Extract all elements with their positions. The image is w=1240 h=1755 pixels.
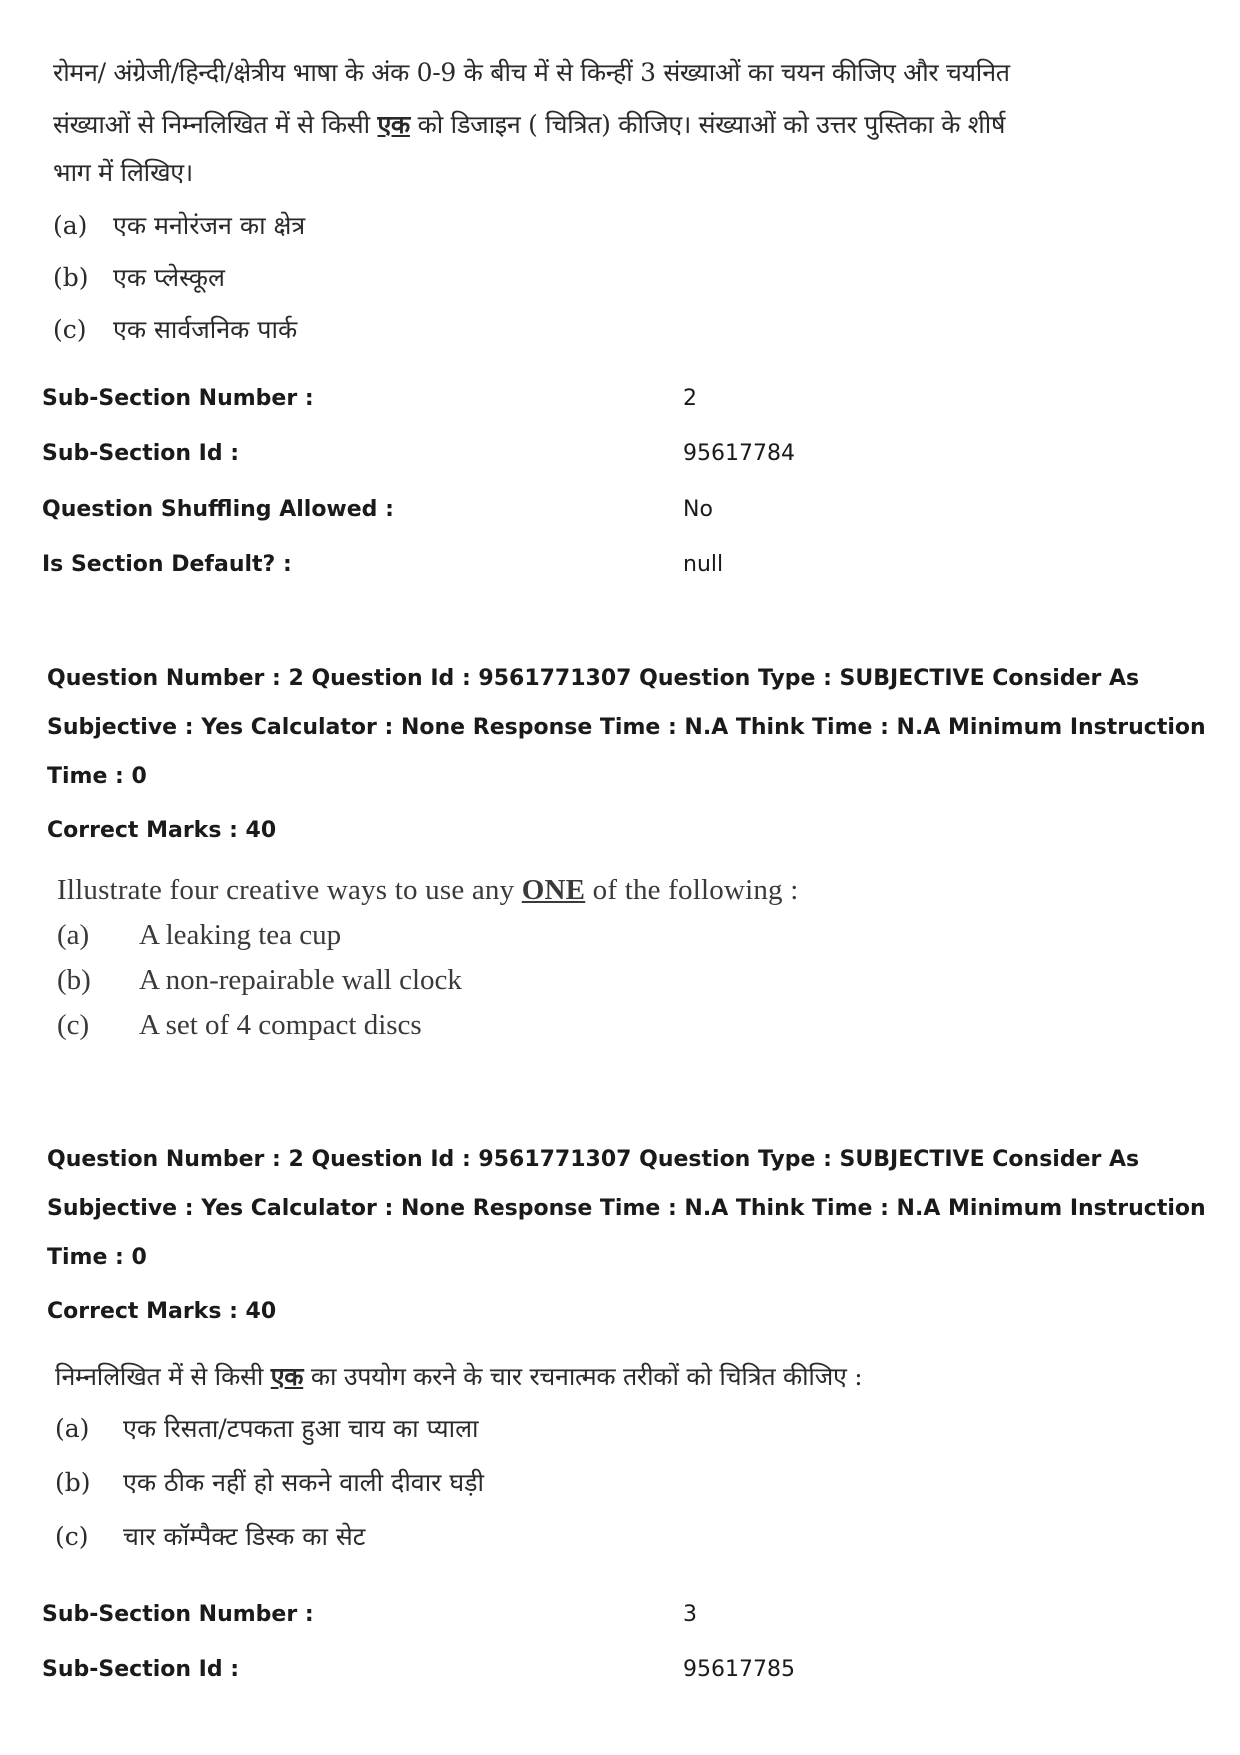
question-meta-line-1: Question Number : 2 Question Id : 9561771307 Question Type : SUBJECTIVE Consider As [47, 666, 1140, 691]
question-meta-line-3: Time : 0 [47, 764, 147, 789]
question-meta-line-1: Question Number : 2 Question Id : 9561771307 Question Type : SUBJECTIVE Consider As [47, 1147, 1140, 1172]
hindi-question-image-1 [53, 50, 1053, 350]
subsection-number-label: Sub-Section Number : [42, 386, 314, 411]
hindi-instruction-line-1: रोमन/ अंग्रेजी/हिन्दी/क्षेत्रीय भाषा के अंक 0-9 के बीच में से किन्हीं 3 संख्याओं का चयन कीजिए और चयनित [53, 58, 1010, 87]
option-c: (c) चार कॉम्पैक्ट डिस्क का सेट [55, 1522, 366, 1551]
question-meta-line-2: Subjective : Yes Calculator : None Response Time : N.A Think Time : N.A Minimum Instruction [47, 1196, 1206, 1221]
hindi-instruction-line-3: भाग में लिखिए। [53, 158, 193, 187]
english-question-image [57, 870, 957, 1050]
option-b: (b) A non-repairable wall clock [57, 964, 462, 996]
option-a: (a) एक रिसता/टपकता हुआ चाय का प्याला [55, 1414, 479, 1443]
subsection-id-label: Sub-Section Id : [42, 1657, 240, 1682]
option-c: (c) A set of 4 compact discs [57, 1009, 422, 1041]
subsection-id-value: 95617784 [683, 441, 795, 466]
question-meta-line-2: Subjective : Yes Calculator : None Response Time : N.A Think Time : N.A Minimum Instruction [47, 715, 1206, 740]
question-meta-line-3: Time : 0 [47, 1245, 147, 1270]
correct-marks: Correct Marks : 40 [47, 818, 277, 843]
hindi-question-image-2 [55, 1355, 1055, 1555]
hindi-question-prompt: निम्नलिखित में से किसी एक का उपयोग करने के चार रचनात्मक तरीकों को चित्रित कीजिए : [55, 1362, 863, 1391]
correct-marks: Correct Marks : 40 [47, 1299, 277, 1324]
subsection-number-label: Sub-Section Number : [42, 1602, 314, 1627]
subsection-id-label: Sub-Section Id : [42, 441, 240, 466]
section-default-label: Is Section Default? : [42, 552, 292, 577]
subsection-id-value: 95617785 [683, 1657, 795, 1682]
question-shuffling-label: Question Shuffling Allowed : [42, 497, 394, 522]
option-a: (a) एक मनोरंजन का क्षेत्र [53, 211, 306, 240]
option-a: (a) A leaking tea cup [57, 919, 342, 951]
section-default-value: null [683, 552, 724, 577]
subsection-number-value: 3 [683, 1602, 697, 1627]
subsection-number-value: 2 [683, 386, 697, 411]
hindi-instruction-line-2: संख्याओं से निम्नलिखित में से किसी एक को डिजाइन ( चित्रित) कीजिए। संख्याओं को उत्तर पुस्तिका के शीर्ष [53, 110, 1006, 139]
english-question-prompt: Illustrate four creative ways to use any ONE of the following : [57, 874, 799, 906]
option-b: (b) एक ठीक नहीं हो सकने वाली दीवार घड़ी [55, 1468, 484, 1497]
option-c: (c) एक सार्वजनिक पार्क [53, 315, 298, 344]
question-shuffling-value: No [683, 497, 713, 522]
option-b: (b) एक प्लेस्कूल [53, 263, 225, 292]
